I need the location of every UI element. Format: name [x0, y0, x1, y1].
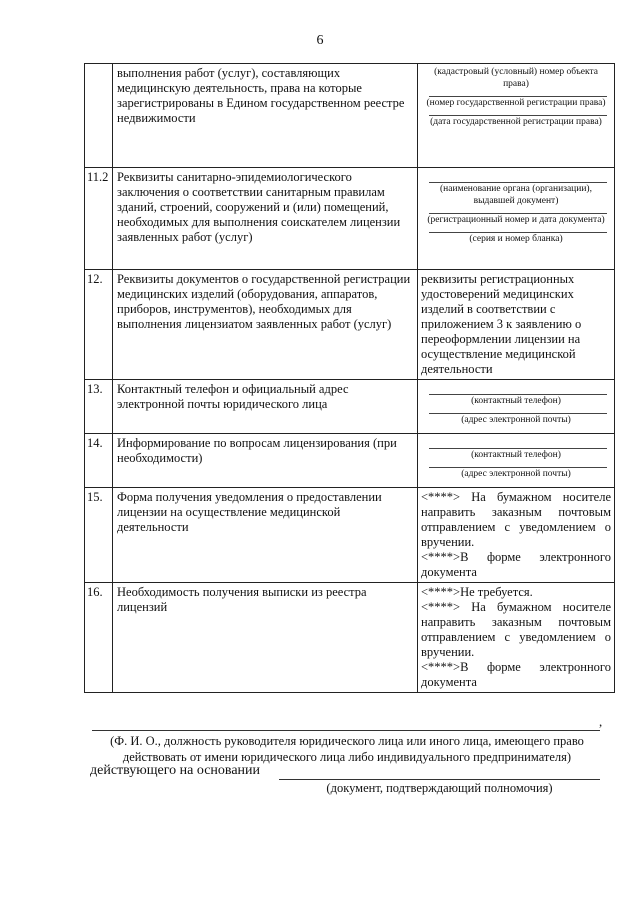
field-caption: (наименование органа (организации), выдавшей документ)	[440, 184, 592, 206]
table-row	[85, 168, 615, 270]
table-row	[85, 488, 615, 583]
row-description: выполнения работ (услуг), составляющих медицинскую деятельность, права на которые зарегистрированы в Едином государственном реестре недвижимости	[113, 64, 418, 168]
row-options	[418, 488, 615, 583]
option-electronic[interactable]: <****>В форме электронного документа	[421, 660, 611, 689]
field-caption: (дата государственной регистрации права)	[430, 117, 602, 127]
field-caption: (адрес электронной почты)	[461, 415, 571, 425]
field-caption: (номер государственной регистрации права)	[426, 98, 606, 108]
value-fields	[418, 64, 615, 168]
row-description: Реквизиты санитарно-эпидемиологического заключения о соответствии санитарным правилам зданий, строений, сооружений и (или) помещений, необходимых для выполнения соискателем лицензии заявленных работ (услуг)	[113, 168, 418, 270]
row-description: Информирование по вопросам лицензирования (при необходимости)	[113, 434, 418, 488]
table-row	[85, 64, 615, 168]
row-value: реквизиты регистрационных удостоверений медицинских изделий в соответствии с приложением 3 к заявлению о переоформлении лицензии на осуществление медицинской деятельности	[418, 270, 615, 380]
row-options	[418, 583, 615, 693]
row-description: Форма получения уведомления о предоставлении лицензии на осуществление медицинской деятельности	[113, 488, 418, 583]
row-number: 13.	[85, 380, 113, 434]
field-caption: (регистрационный номер и дата документа)	[427, 215, 605, 225]
option-paper[interactable]: <****> На бумажном носителе направить заказным почтовым отправлением с уведомлением о вручении.	[421, 600, 611, 659]
signatory-name-line[interactable]	[92, 730, 600, 731]
basis-document-line[interactable]	[279, 779, 600, 780]
table-row	[85, 583, 615, 693]
value-fields	[418, 168, 615, 270]
signatory-comma: ,	[599, 714, 603, 729]
row-number: 11.2	[85, 168, 113, 270]
row-description: Необходимость получения выписки из реестра лицензий	[113, 583, 418, 693]
signatory-caption: (Ф. И. О., должность руководителя юридического лица или иного лица, имеющего право действовать от имени юридического лица либо индивидуального предпринимателя)	[110, 734, 584, 764]
row-description: Контактный телефон и официальный адрес электронной почты юридического лица	[113, 380, 418, 434]
field-caption: (кадастровый (условный) номер объекта права)	[434, 67, 598, 89]
license-form-table	[84, 63, 615, 693]
row-number	[85, 64, 113, 168]
field-caption: (адрес электронной почты)	[461, 469, 571, 479]
value-fields	[418, 380, 615, 434]
field-caption: (контактный телефон)	[471, 396, 561, 406]
table-row	[85, 380, 615, 434]
option-electronic[interactable]: <****>В форме электронного документа	[421, 550, 611, 579]
row-number: 16.	[85, 583, 113, 693]
basis-label: действующего на основании	[90, 763, 261, 778]
row-number: 12.	[85, 270, 113, 380]
table-row	[85, 270, 615, 380]
basis-caption: (документ, подтверждающий полномочия)	[326, 781, 553, 795]
row-number: 14.	[85, 434, 113, 488]
value-fields	[418, 434, 615, 488]
page-number: 6	[316, 33, 324, 48]
row-description: Реквизиты документов о государственной регистрации медицинских изделий (оборудования, аппаратов, приборов, инструментов), необходимых для выполнения лицензиатом заявленных работ (услуг)	[113, 270, 418, 380]
row-number: 15.	[85, 488, 113, 583]
table-row	[85, 434, 615, 488]
option-paper[interactable]: <****> На бумажном носителе направить заказным почтовым отправлением с уведомлением о вручении.	[421, 490, 611, 549]
field-caption: (серия и номер бланка)	[469, 234, 563, 244]
option-not-required[interactable]: <****>Не требуется.	[421, 585, 533, 599]
field-caption: (контактный телефон)	[471, 450, 561, 460]
